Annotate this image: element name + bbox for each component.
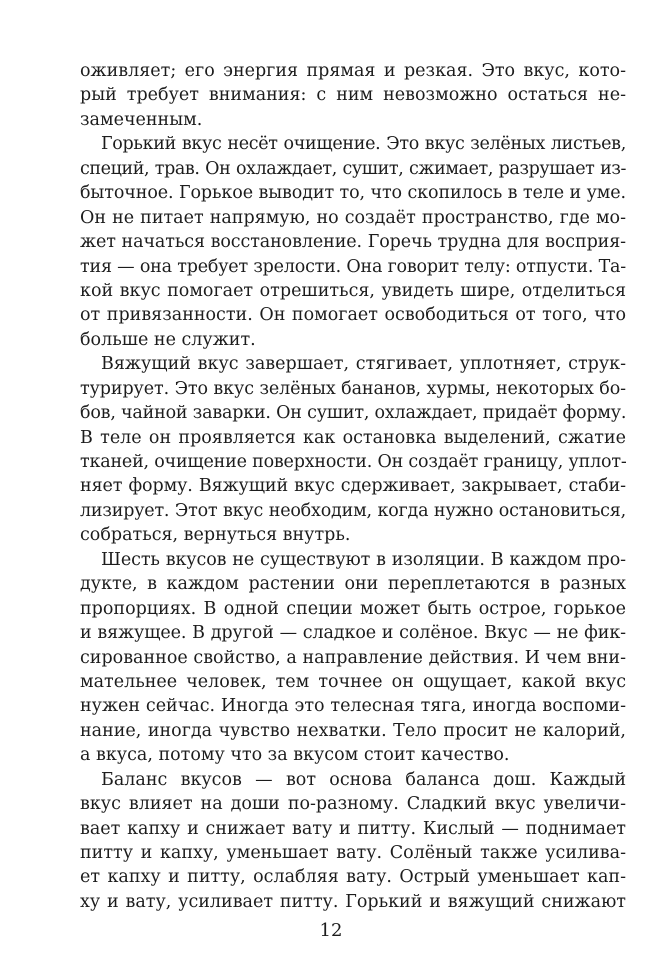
text-line: тия — она требует зрелости. Она говорит телу: отпусти. Та-: [80, 256, 626, 277]
text-line: от привязанности. Он помогает освободиться от того, что: [80, 305, 626, 326]
text-line: а вкуса, потому что за вкусом стоит качество.: [80, 745, 510, 766]
text-line: питту и капху, уменьшает вату. Солёный также усилива-: [80, 843, 626, 863]
paragraph: [80, 768, 626, 915]
text-line: бов, чайной заварки. Он сушит, охлаждает, придаёт форму.: [80, 403, 627, 424]
text-line: няет форму. Вяжущий вкус сдерживает, закрывает, стаби-: [80, 476, 626, 497]
text-line: нужен сейчас. Иногда это телесная тяга, иногда воспоми-: [80, 696, 626, 717]
page-body: [80, 59, 626, 914]
paragraph: [80, 548, 626, 768]
text-line: замеченным.: [80, 109, 203, 130]
text-line: специй, трав. Он охлаждает, сушит, сжимает, разрушает из-: [80, 158, 626, 179]
text-line: вает капху и снижает вату и питту. Кислый — поднимает: [80, 818, 626, 839]
page-number: 12: [319, 920, 343, 941]
text-line: дукте, в каждом растении они переплетаются в разных: [80, 574, 626, 595]
paragraph: [80, 132, 626, 352]
text-line: мательнее человек, тем точнее он ощущает, какой вкус: [80, 671, 626, 692]
text-line: Горький вкус несёт очищение. Это вкус зелёных листьев,: [101, 134, 626, 155]
text-line: собраться, вернуться внутрь.: [80, 525, 351, 546]
text-line: нание, иногда чувство нехватки. Тело просит не калорий,: [80, 720, 626, 741]
text-line: тканей, очищение поверхности. Он создаёт границу, уплот-: [80, 452, 627, 472]
text-line: пропорциях. В одной специи может быть острое, горькое: [80, 598, 626, 619]
text-line: и вяжущее. В другой — сладкое и солёное. Вкус — не фик-: [80, 623, 626, 644]
text-line: быточное. Горькое выводит то, что скопилось в теле и уме.: [80, 183, 626, 204]
text-line: Он не питает напрямую, но создаёт пространство, где мо-: [80, 207, 626, 228]
text-line: ет капху и питту, ослабляя вату. Острый уменьшает кап-: [80, 867, 626, 888]
text-line: жет начаться восстановление. Горечь трудна для восприя-: [80, 232, 626, 253]
text-line: Шесть вкусов не существуют в изоляции. В каждом про-: [101, 549, 626, 570]
text-line: сированное свойство, а направление действия. И чем вни-: [80, 647, 626, 668]
text-line: ху и вату, усиливает питту. Горький и вяжущий снижают: [80, 891, 626, 912]
paragraph: [80, 59, 626, 132]
text-line: вкус влияет на доши по-разному. Сладкий вкус увеличи-: [80, 794, 626, 815]
text-line: Вяжущий вкус завершает, стягивает, уплотняет, струк-: [101, 354, 626, 375]
text-line: Баланс вкусов — вот основа баланса дош. Каждый: [101, 769, 626, 790]
text-line: лизирует. Этот вкус необходим, когда нужно остановиться,: [80, 500, 626, 521]
text-line: оживляет; его энергия прямая и резкая. Это вкус, кото-: [80, 61, 626, 81]
text-line: кой вкус помогает отрешиться, увидеть шире, отделиться: [80, 280, 626, 301]
text-line: В теле он проявляется как остановка выделений, сжатие: [80, 427, 626, 448]
text-line: рый требует внимания: с ним невозможно остаться не-: [80, 85, 626, 106]
text-line: больше не служит.: [80, 329, 256, 350]
text-line: турирует. Это вкус зелёных бананов, хурмы, некоторых бо-: [80, 378, 626, 399]
paragraph: [80, 352, 626, 548]
